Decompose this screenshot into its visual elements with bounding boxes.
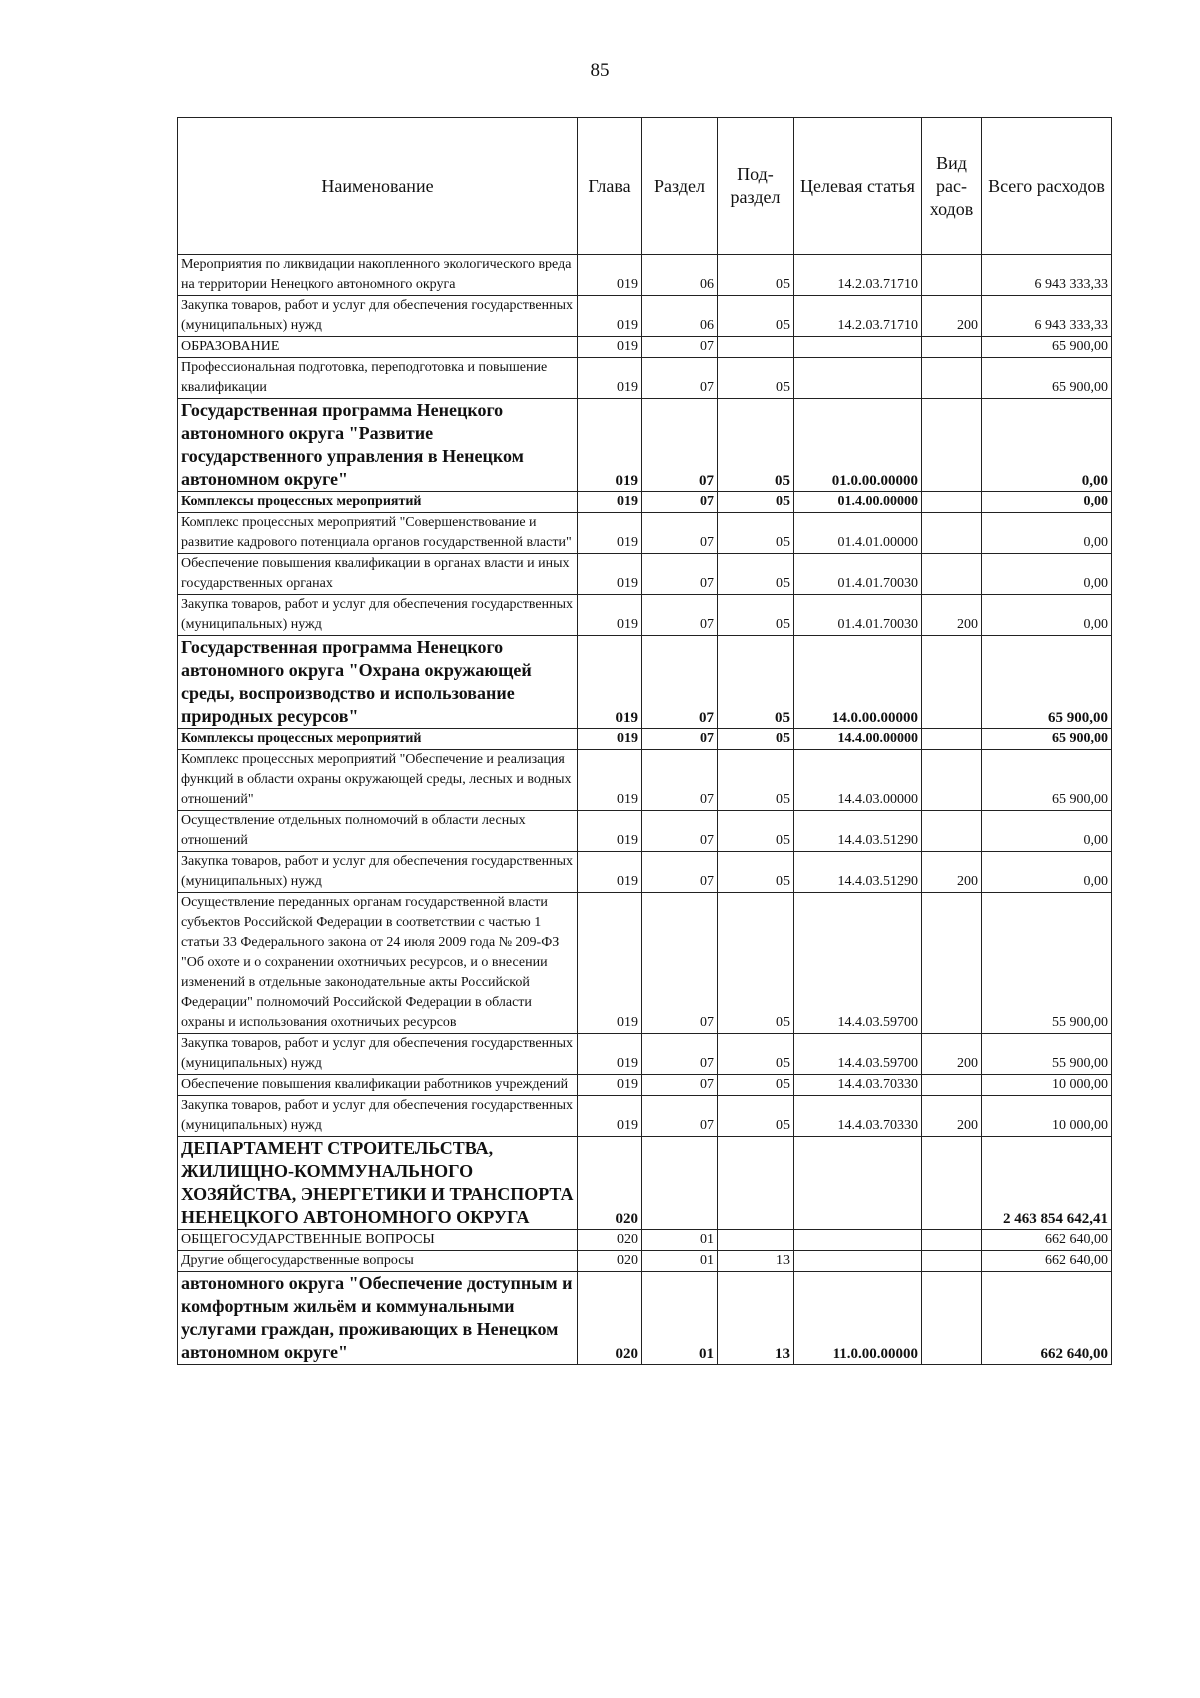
- cell-subsection: 05: [718, 595, 794, 636]
- cell-name: Закупка товаров, работ и услуг для обеспечения государственных (муниципальных) нужд: [178, 852, 578, 893]
- cell-subsection: 05: [718, 399, 794, 492]
- cell-target: 14.0.00.00000: [794, 636, 922, 729]
- table-row: [178, 852, 1112, 893]
- cell-kind: [922, 729, 982, 750]
- cell-name: ОБЩЕГОСУДАРСТВЕННЫЕ ВОПРОСЫ: [178, 1230, 578, 1251]
- cell-total: 65 900,00: [982, 358, 1112, 399]
- cell-kind: [922, 1230, 982, 1251]
- cell-name: Профессиональная подготовка, переподготовка и повышение квалификации: [178, 358, 578, 399]
- cell-target: [794, 1251, 922, 1272]
- cell-name: Закупка товаров, работ и услуг для обеспечения государственных (муниципальных) нужд: [178, 595, 578, 636]
- cell-name: Комплекс процессных мероприятий "Обеспечение и реализация функций в области охраны окружающей среды, лесных и водных отношений": [178, 750, 578, 811]
- cell-name: Государственная программа Ненецкого автономного округа "Развитие государственного управления в Ненецком автономном округе": [178, 399, 578, 492]
- cell-chapter: 020: [578, 1230, 642, 1251]
- cell-chapter: 019: [578, 1096, 642, 1137]
- cell-section: [642, 1137, 718, 1230]
- cell-total: 0,00: [982, 513, 1112, 554]
- cell-target: 14.2.03.71710: [794, 255, 922, 296]
- cell-chapter: 020: [578, 1137, 642, 1230]
- cell-target: [794, 337, 922, 358]
- cell-name: Другие общегосударственные вопросы: [178, 1251, 578, 1272]
- cell-target: 14.4.03.59700: [794, 893, 922, 1034]
- cell-total: 6 943 333,33: [982, 255, 1112, 296]
- cell-target: [794, 1137, 922, 1230]
- table-row: [178, 399, 1112, 492]
- cell-kind: [922, 1137, 982, 1230]
- cell-name: автономного округа "Обеспечение доступным и комфортным жильём и коммунальными услугами граждан, проживающих в Ненецком автономном округе": [178, 1272, 578, 1365]
- cell-target: 11.0.00.00000: [794, 1272, 922, 1365]
- cell-subsection: 13: [718, 1251, 794, 1272]
- cell-total: 0,00: [982, 852, 1112, 893]
- cell-kind: [922, 1075, 982, 1096]
- table-row: [178, 1251, 1112, 1272]
- header-kind: Вид рас-ходов: [922, 118, 982, 255]
- cell-total: 65 900,00: [982, 750, 1112, 811]
- cell-subsection: 05: [718, 554, 794, 595]
- cell-section: 07: [642, 554, 718, 595]
- cell-name: Обеспечение повышения квалификации работников учреждений: [178, 1075, 578, 1096]
- cell-section: 01: [642, 1272, 718, 1365]
- cell-section: 07: [642, 399, 718, 492]
- cell-section: 07: [642, 595, 718, 636]
- cell-target: 01.4.00.00000: [794, 492, 922, 513]
- cell-name: Осуществление отдельных полномочий в области лесных отношений: [178, 811, 578, 852]
- cell-chapter: 019: [578, 358, 642, 399]
- cell-kind: [922, 554, 982, 595]
- cell-kind: [922, 358, 982, 399]
- cell-kind: [922, 1272, 982, 1365]
- cell-subsection: [718, 1230, 794, 1251]
- cell-section: 07: [642, 358, 718, 399]
- table-row: [178, 296, 1112, 337]
- budget-table: [177, 117, 1112, 1365]
- cell-name: Закупка товаров, работ и услуг для обеспечения государственных (муниципальных) нужд: [178, 1096, 578, 1137]
- cell-target: 01.4.01.00000: [794, 513, 922, 554]
- cell-subsection: 05: [718, 492, 794, 513]
- cell-total: 6 943 333,33: [982, 296, 1112, 337]
- table-row: [178, 1075, 1112, 1096]
- cell-chapter: 019: [578, 595, 642, 636]
- cell-chapter: 019: [578, 399, 642, 492]
- cell-subsection: 05: [718, 513, 794, 554]
- cell-target: [794, 358, 922, 399]
- cell-section: 07: [642, 1075, 718, 1096]
- cell-section: 07: [642, 750, 718, 811]
- header-section: Раздел: [642, 118, 718, 255]
- cell-name: Обеспечение повышения квалификации в органах власти и иных государственных органах: [178, 554, 578, 595]
- cell-subsection: [718, 337, 794, 358]
- cell-subsection: 05: [718, 636, 794, 729]
- table-row: [178, 1034, 1112, 1075]
- cell-chapter: 020: [578, 1251, 642, 1272]
- cell-kind: [922, 1251, 982, 1272]
- cell-target: 14.4.03.00000: [794, 750, 922, 811]
- cell-subsection: [718, 1137, 794, 1230]
- cell-kind: [922, 636, 982, 729]
- cell-name: Закупка товаров, работ и услуг для обеспечения государственных (муниципальных) нужд: [178, 1034, 578, 1075]
- cell-subsection: 05: [718, 893, 794, 1034]
- table-row: [178, 513, 1112, 554]
- table-row: [178, 255, 1112, 296]
- table-row: [178, 636, 1112, 729]
- cell-section: 07: [642, 1034, 718, 1075]
- page-number: 85: [590, 60, 610, 81]
- cell-target: 01.4.01.70030: [794, 554, 922, 595]
- cell-kind: [922, 811, 982, 852]
- header-total: Всего расходов: [982, 118, 1112, 255]
- cell-target: 14.2.03.71710: [794, 296, 922, 337]
- cell-total: 662 640,00: [982, 1230, 1112, 1251]
- cell-chapter: 019: [578, 893, 642, 1034]
- cell-chapter: 019: [578, 255, 642, 296]
- header-subsection: Под-раздел: [718, 118, 794, 255]
- cell-name: Государственная программа Ненецкого автономного округа "Охрана окружающей среды, воспроизводство и использование природных ресурсов": [178, 636, 578, 729]
- cell-chapter: 019: [578, 636, 642, 729]
- cell-subsection: 05: [718, 1075, 794, 1096]
- header-name: Наименование: [178, 118, 578, 255]
- header-chapter: Глава: [578, 118, 642, 255]
- cell-target: 01.0.00.00000: [794, 399, 922, 492]
- cell-chapter: 019: [578, 337, 642, 358]
- cell-section: 07: [642, 492, 718, 513]
- cell-total: 2 463 854 642,41: [982, 1137, 1112, 1230]
- cell-chapter: 019: [578, 492, 642, 513]
- table-row: [178, 1137, 1112, 1230]
- cell-target: 14.4.03.59700: [794, 1034, 922, 1075]
- table-body: [178, 255, 1112, 1365]
- cell-total: 662 640,00: [982, 1272, 1112, 1365]
- cell-total: 0,00: [982, 399, 1112, 492]
- cell-section: 07: [642, 893, 718, 1034]
- cell-kind: 200: [922, 852, 982, 893]
- cell-kind: [922, 513, 982, 554]
- cell-chapter: 019: [578, 554, 642, 595]
- cell-chapter: 019: [578, 513, 642, 554]
- cell-chapter: 020: [578, 1272, 642, 1365]
- cell-kind: 200: [922, 1034, 982, 1075]
- cell-kind: [922, 399, 982, 492]
- cell-kind: 200: [922, 296, 982, 337]
- cell-total: 0,00: [982, 492, 1112, 513]
- cell-kind: [922, 255, 982, 296]
- cell-name: Закупка товаров, работ и услуг для обеспечения государственных (муниципальных) нужд: [178, 296, 578, 337]
- cell-total: 55 900,00: [982, 893, 1112, 1034]
- cell-section: 07: [642, 811, 718, 852]
- cell-section: 01: [642, 1251, 718, 1272]
- cell-subsection: 05: [718, 1034, 794, 1075]
- cell-chapter: 019: [578, 852, 642, 893]
- cell-total: 662 640,00: [982, 1251, 1112, 1272]
- cell-subsection: 05: [718, 1096, 794, 1137]
- table-row: [178, 811, 1112, 852]
- cell-kind: 200: [922, 595, 982, 636]
- cell-total: 65 900,00: [982, 337, 1112, 358]
- cell-section: 07: [642, 729, 718, 750]
- cell-name: Комплексы процессных мероприятий: [178, 492, 578, 513]
- cell-name: Осуществление переданных органам государственной власти субъектов Российской Федерации в соответствии с частью 1 статьи 33 Федерального закона от 24 июля 2009 года № 209-ФЗ "Об охоте и о сохранении охотничьих ресурсов, и о внесении изменений в отдельные законодательные акты Российской Федерации" полномочий Российской Федерации в области охраны и использования охотничьих ресурсов: [178, 893, 578, 1034]
- table-row: [178, 1096, 1112, 1137]
- cell-subsection: 13: [718, 1272, 794, 1365]
- cell-subsection: 05: [718, 255, 794, 296]
- table-row: [178, 750, 1112, 811]
- cell-name: Комплексы процессных мероприятий: [178, 729, 578, 750]
- table-row: [178, 729, 1112, 750]
- table-row: [178, 554, 1112, 595]
- cell-total: 0,00: [982, 554, 1112, 595]
- cell-chapter: 019: [578, 729, 642, 750]
- cell-section: 07: [642, 852, 718, 893]
- cell-total: 65 900,00: [982, 729, 1112, 750]
- cell-total: 10 000,00: [982, 1096, 1112, 1137]
- table-row: [178, 595, 1112, 636]
- cell-total: 65 900,00: [982, 636, 1112, 729]
- cell-section: 07: [642, 337, 718, 358]
- cell-total: 0,00: [982, 595, 1112, 636]
- cell-subsection: 05: [718, 358, 794, 399]
- cell-subsection: 05: [718, 296, 794, 337]
- table-row: [178, 337, 1112, 358]
- cell-name: ОБРАЗОВАНИЕ: [178, 337, 578, 358]
- cell-section: 07: [642, 1096, 718, 1137]
- cell-subsection: 05: [718, 852, 794, 893]
- table-row: [178, 492, 1112, 513]
- cell-chapter: 019: [578, 811, 642, 852]
- cell-section: 01: [642, 1230, 718, 1251]
- cell-name: Комплекс процессных мероприятий "Совершенствование и развитие кадрового потенциала органов государственной власти": [178, 513, 578, 554]
- cell-subsection: 05: [718, 811, 794, 852]
- cell-kind: [922, 750, 982, 811]
- table-row: [178, 1230, 1112, 1251]
- cell-chapter: 019: [578, 750, 642, 811]
- cell-kind: [922, 893, 982, 1034]
- table-row: [178, 893, 1112, 1034]
- cell-name: Мероприятия по ликвидации накопленного экологического вреда на территории Ненецкого автономного округа: [178, 255, 578, 296]
- cell-chapter: 019: [578, 296, 642, 337]
- table-row: [178, 1272, 1112, 1365]
- header-target: Целевая статья: [794, 118, 922, 255]
- cell-target: 14.4.03.51290: [794, 852, 922, 893]
- cell-subsection: 05: [718, 729, 794, 750]
- cell-kind: [922, 337, 982, 358]
- cell-chapter: 019: [578, 1075, 642, 1096]
- table-row: [178, 358, 1112, 399]
- cell-total: 10 000,00: [982, 1075, 1112, 1096]
- cell-target: [794, 1230, 922, 1251]
- cell-total: 55 900,00: [982, 1034, 1112, 1075]
- cell-name: ДЕПАРТАМЕНТ СТРОИТЕЛЬСТВА, ЖИЛИЩНО-КОММУНАЛЬНОГО ХОЗЯЙСТВА, ЭНЕРГЕТИКИ И ТРАНСПОРТА НЕНЕЦКОГО АВТОНОМНОГО ОКРУГА: [178, 1137, 578, 1230]
- cell-target: 14.4.00.00000: [794, 729, 922, 750]
- cell-target: 14.4.03.70330: [794, 1096, 922, 1137]
- cell-total: 0,00: [982, 811, 1112, 852]
- cell-kind: 200: [922, 1096, 982, 1137]
- cell-section: 06: [642, 255, 718, 296]
- cell-chapter: 019: [578, 1034, 642, 1075]
- cell-target: 14.4.03.51290: [794, 811, 922, 852]
- cell-target: 01.4.01.70030: [794, 595, 922, 636]
- cell-section: 07: [642, 513, 718, 554]
- cell-section: 06: [642, 296, 718, 337]
- cell-section: 07: [642, 636, 718, 729]
- table-header-row: [178, 118, 1112, 255]
- cell-target: 14.4.03.70330: [794, 1075, 922, 1096]
- cell-subsection: 05: [718, 750, 794, 811]
- cell-kind: [922, 492, 982, 513]
